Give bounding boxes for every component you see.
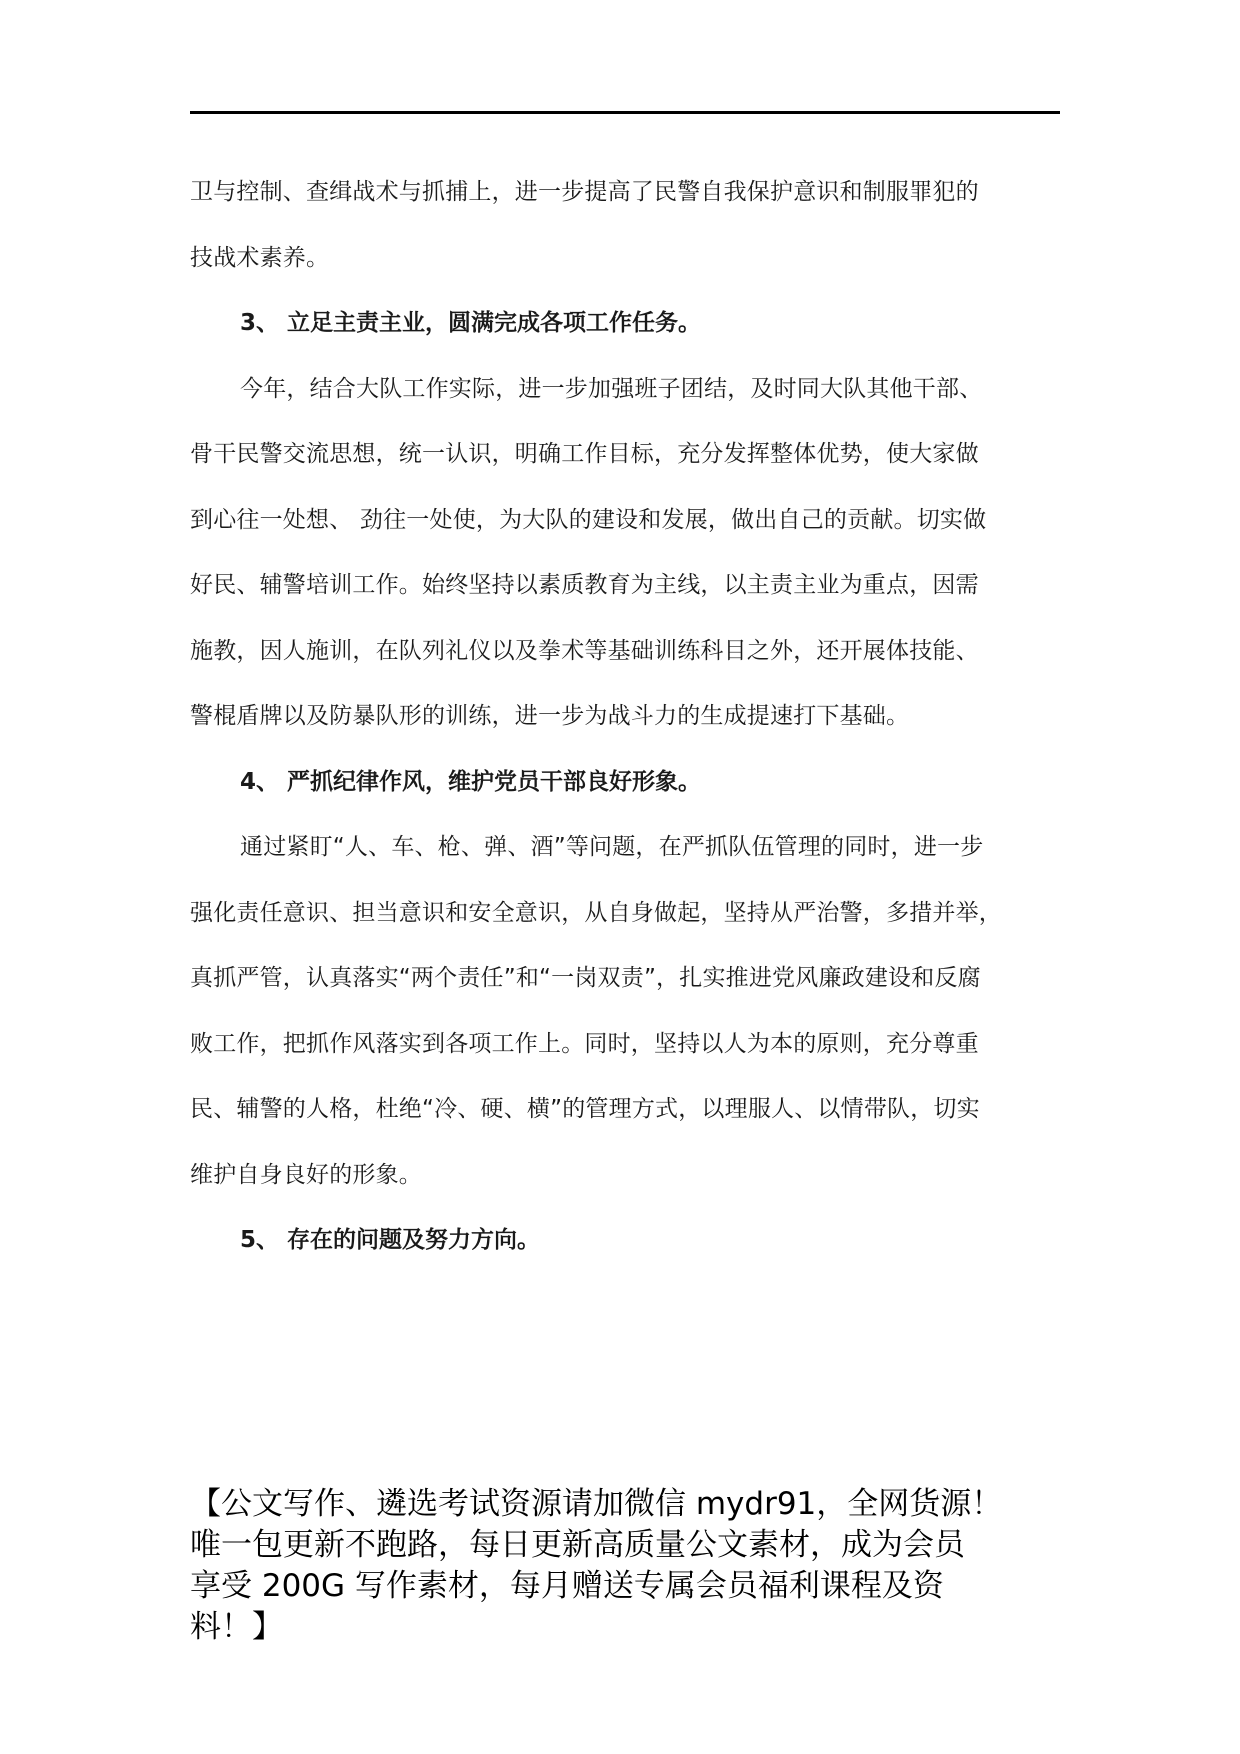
body-line: 民、辅警的人格，杜绝“冷、硬、横”的管理方式，以理服人、以情带队，切实 bbox=[190, 1096, 980, 1122]
body-line: 今年，结合大队工作实际，进一步加强班子团结，及时同大队其他干部、 bbox=[240, 375, 983, 402]
body-line: 警棍盾牌以及防暴队形的训练，进一步为战斗力的生成提速打下基础。 bbox=[190, 703, 910, 729]
body-line: 卫与控制、查缉战术与抓捕上，进一步提高了民警自我保护意识和制服罪犯的 bbox=[190, 179, 979, 205]
body-line: 到心往一处想、 劲往一处使，为大队的建设和发展，做出自己的贡献。切实做 bbox=[190, 506, 987, 533]
promo-line: 享受 200G 写作素材，每月赠送专属会员福利课程及资 bbox=[190, 1568, 944, 1604]
body-line: 真抓严管，认真落实“两个责任”和“一岗双责”，扎实推进党风廉政建设和反腐 bbox=[190, 965, 981, 991]
body-line: 骨干民警交流思想，统一认识，明确工作目标，充分发挥整体优势，使大家做 bbox=[190, 441, 979, 467]
promo-line: 【公文写作、遴选考试资源请加微信 mydr91，全网货源！ bbox=[190, 1486, 1003, 1522]
section-heading-5: 5、 存在的问题及努力方向。 bbox=[240, 1227, 541, 1253]
body-line: 维护自身良好的形象。 bbox=[190, 1161, 422, 1188]
document-body bbox=[190, 160, 1070, 1274]
body-line: 通过紧盯“人、车、枪、弹、酒”等问题，在严抓队伍管理的同时，进一步 bbox=[240, 834, 984, 860]
header-rule bbox=[190, 111, 1060, 114]
promo-line: 唯一包更新不跑路，每日更新高质量公文素材，成为会员 bbox=[190, 1527, 965, 1563]
promo-line: 料！】 bbox=[190, 1609, 283, 1645]
section-heading-4: 4、 严抓纪律作风，维护党员干部良好形象。 bbox=[240, 768, 702, 795]
promo-notice bbox=[190, 1484, 1070, 1648]
section-heading-3: 3、 立足主责主业，圆满完成各项工作任务。 bbox=[240, 310, 702, 336]
body-line: 技战术素养。 bbox=[190, 244, 330, 271]
body-line: 好民、辅警培训工作。始终坚持以素质教育为主线，以主责主业为重点，因需 bbox=[190, 572, 979, 598]
body-line: 强化责任意识、担当意识和安全意识，从自身做起，坚持从严治警，多措并举， bbox=[190, 899, 1002, 926]
body-line: 施教，因人施训，在队列礼仪以及拳术等基础训练科目之外，还开展体技能、 bbox=[190, 637, 979, 664]
body-line: 败工作，把抓作风落实到各项工作上。同时，坚持以人为本的原则，充分尊重 bbox=[190, 1030, 979, 1057]
